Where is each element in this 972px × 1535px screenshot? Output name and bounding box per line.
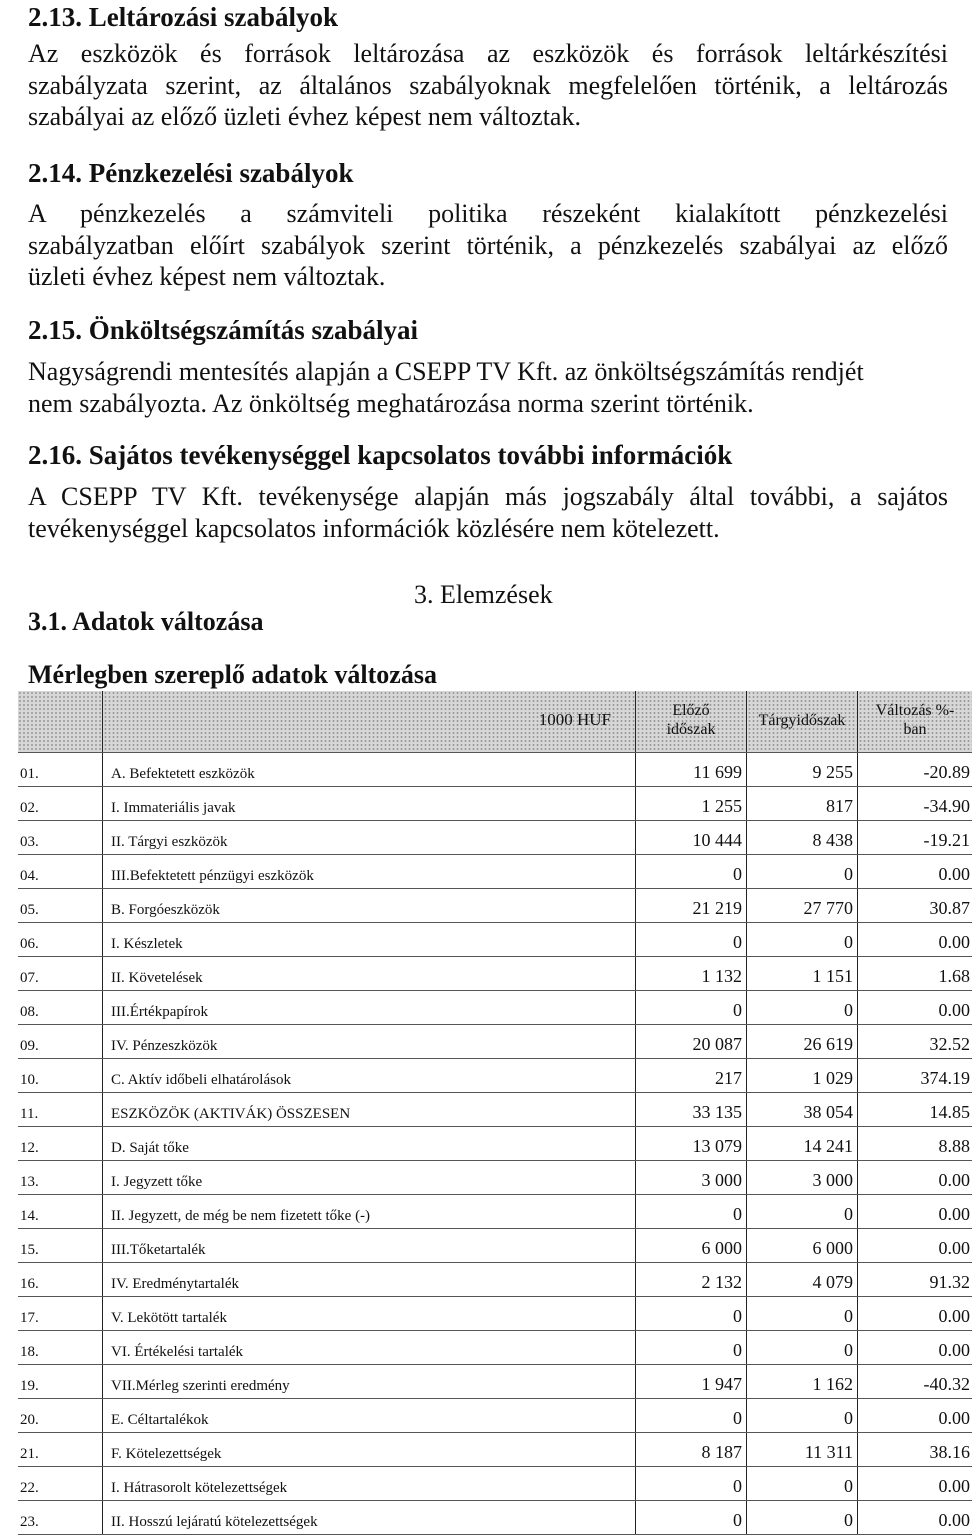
previous-period-value: 21 219 [636, 889, 747, 923]
current-period-value: 14 241 [747, 1127, 858, 1161]
row-label: II. Jegyzett, de még be nem fizetett tőke (-) [103, 1195, 636, 1229]
row-label: III.Tőketartalék [103, 1229, 636, 1263]
current-period-value: 9 255 [747, 753, 858, 787]
row-number: 15. [18, 1229, 103, 1263]
header-unit: 1000 HUF [103, 691, 636, 753]
row-label: ESZKÖZÖK (AKTIVÁK) ÖSSZESEN [103, 1093, 636, 1127]
row-label: VII.Mérleg szerinti eredmény [103, 1365, 636, 1399]
header-previous-period [636, 691, 747, 753]
row-number: 18. [18, 1331, 103, 1365]
header-line: időszak [636, 720, 746, 739]
table-row [18, 1263, 972, 1297]
change-percent-value: 0.00 [858, 1467, 972, 1501]
change-percent-value: 0.00 [858, 1161, 972, 1195]
previous-period-value: 0 [636, 1297, 747, 1331]
current-period-value: 8 438 [747, 821, 858, 855]
previous-period-value: 33 135 [636, 1093, 747, 1127]
header-line: Változás %- [858, 701, 972, 720]
current-period-value: 27 770 [747, 889, 858, 923]
change-percent-value: 14.85 [858, 1093, 972, 1127]
row-label: C. Aktív időbeli elhatárolások [103, 1059, 636, 1093]
row-label: B. Forgóeszközök [103, 889, 636, 923]
section-2-14-text [28, 198, 948, 293]
row-label: IV. Eredménytartalék [103, 1263, 636, 1297]
current-period-value: 0 [747, 1399, 858, 1433]
previous-period-value: 6 000 [636, 1229, 747, 1263]
paragraph-line: szabályzata szerint, az általános szabályoknak megfelelően történik, a leltározás [28, 70, 948, 102]
row-number: 03. [18, 821, 103, 855]
row-label: VI. Értékelési tartalék [103, 1331, 636, 1365]
previous-period-value: 1 132 [636, 957, 747, 991]
previous-period-value: 0 [636, 1331, 747, 1365]
table-row [18, 1433, 972, 1467]
section-2-15-title: 2.15. Önköltségszámítás szabályai [28, 315, 418, 345]
current-period-value: 0 [747, 923, 858, 957]
change-percent-value: 30.87 [858, 889, 972, 923]
previous-period-value: 1 255 [636, 787, 747, 821]
row-number: 08. [18, 991, 103, 1025]
row-number: 20. [18, 1399, 103, 1433]
previous-period-value: 8 187 [636, 1433, 747, 1467]
table-row [18, 1025, 972, 1059]
current-period-value: 0 [747, 1467, 858, 1501]
table-row [18, 1229, 972, 1263]
paragraph-line: üzleti évhez képest nem változtak. [28, 261, 948, 293]
paragraph-line: nem szabályozta. Az önköltség meghatározása norma szerint történik. [28, 388, 948, 420]
table-row [18, 1365, 972, 1399]
section-2-16-text [28, 481, 948, 544]
previous-period-value: 3 000 [636, 1161, 747, 1195]
current-period-value: 1 162 [747, 1365, 858, 1399]
previous-period-value: 20 087 [636, 1025, 747, 1059]
table-row [18, 1501, 972, 1535]
row-number: 22. [18, 1467, 103, 1501]
row-label: III.Értékpapírok [103, 991, 636, 1025]
row-label: III.Befektetett pénzügyi eszközök [103, 855, 636, 889]
change-percent-value: 0.00 [858, 1399, 972, 1433]
table-row [18, 923, 972, 957]
change-percent-value: 0.00 [858, 1297, 972, 1331]
row-number: 16. [18, 1263, 103, 1297]
row-label: F. Kötelezettségek [103, 1433, 636, 1467]
row-number: 23. [18, 1501, 103, 1535]
current-period-value: 38 054 [747, 1093, 858, 1127]
row-label: I. Hátrasorolt kötelezettségek [103, 1467, 636, 1501]
change-percent-value: 8.88 [858, 1127, 972, 1161]
table-row [18, 787, 972, 821]
row-number: 06. [18, 923, 103, 957]
change-percent-value: 0.00 [858, 855, 972, 889]
current-period-value: 1 029 [747, 1059, 858, 1093]
paragraph-line: szabályai az előző üzleti évhez képest nem változtak. [28, 101, 948, 133]
row-label: I. Immateriális javak [103, 787, 636, 821]
previous-period-value: 0 [636, 1501, 747, 1535]
paragraph-line: A CSEPP TV Kft. tevékenysége alapján más jogszabály által további, a sajátos [28, 481, 948, 513]
table-row [18, 1059, 972, 1093]
previous-period-value: 0 [636, 1467, 747, 1501]
row-number: 21. [18, 1433, 103, 1467]
change-percent-value: -40.32 [858, 1365, 972, 1399]
row-label: D. Saját tőke [103, 1127, 636, 1161]
previous-period-value: 11 699 [636, 753, 747, 787]
row-label: IV. Pénzeszközök [103, 1025, 636, 1059]
paragraph-line: Nagyságrendi mentesítés alapján a CSEPP TV Kft. az önköltségszámítás rendjét [28, 356, 948, 388]
table-row [18, 1093, 972, 1127]
current-period-value: 0 [747, 855, 858, 889]
table-row [18, 1331, 972, 1365]
change-percent-value: 374.19 [858, 1059, 972, 1093]
row-number: 13. [18, 1161, 103, 1195]
section-2-13-title: 2.13. Leltározási szabályok [28, 2, 338, 32]
row-number: 07. [18, 957, 103, 991]
change-percent-value: 38.16 [858, 1433, 972, 1467]
section-2-16-title: 2.16. Sajátos tevékenységgel kapcsolatos további információk [28, 440, 732, 470]
previous-period-value: 1 947 [636, 1365, 747, 1399]
current-period-value: 0 [747, 1195, 858, 1229]
previous-period-value: 0 [636, 855, 747, 889]
row-number: 01. [18, 753, 103, 787]
change-percent-value: 0.00 [858, 991, 972, 1025]
current-period-value: 3 000 [747, 1161, 858, 1195]
row-number: 04. [18, 855, 103, 889]
current-period-value: 4 079 [747, 1263, 858, 1297]
row-label: II. Követelések [103, 957, 636, 991]
change-percent-value: -34.90 [858, 787, 972, 821]
previous-period-value: 0 [636, 923, 747, 957]
previous-period-value: 13 079 [636, 1127, 747, 1161]
change-percent-value: 91.32 [858, 1263, 972, 1297]
table-header-row [18, 691, 972, 753]
previous-period-value: 10 444 [636, 821, 747, 855]
table-row [18, 1399, 972, 1433]
row-label: II. Tárgyi eszközök [103, 821, 636, 855]
row-number: 05. [18, 889, 103, 923]
row-number: 10. [18, 1059, 103, 1093]
table-row [18, 821, 972, 855]
previous-period-value: 0 [636, 1195, 747, 1229]
paragraph-line: A pénzkezelés a számviteli politika részeként kialakított pénzkezelési [28, 198, 948, 230]
row-label: I. Jegyzett tőke [103, 1161, 636, 1195]
change-percent-value: 0.00 [858, 923, 972, 957]
row-label: I. Készletek [103, 923, 636, 957]
paragraph-line: tevékenységgel kapcsolatos információk közlésére nem kötelezett. [28, 513, 948, 545]
current-period-value: 0 [747, 1501, 858, 1535]
table-row [18, 1195, 972, 1229]
current-period-value: 817 [747, 787, 858, 821]
row-label: II. Hosszú lejáratú kötelezettségek [103, 1501, 636, 1535]
current-period-value: 0 [747, 1297, 858, 1331]
current-period-value: 26 619 [747, 1025, 858, 1059]
row-number: 19. [18, 1365, 103, 1399]
change-percent-value: -20.89 [858, 753, 972, 787]
table-row [18, 753, 972, 787]
table-row [18, 889, 972, 923]
previous-period-value: 0 [636, 991, 747, 1025]
row-number: 12. [18, 1127, 103, 1161]
paragraph-line: szabályzatban előírt szabályok szerint történik, a pénzkezelés szabályai az előző [28, 230, 948, 262]
change-percent-value: 0.00 [858, 1195, 972, 1229]
row-label: E. Céltartalékok [103, 1399, 636, 1433]
previous-period-value: 2 132 [636, 1263, 747, 1297]
change-percent-value: 1.68 [858, 957, 972, 991]
previous-period-value: 0 [636, 1399, 747, 1433]
current-period-value: 0 [747, 991, 858, 1025]
header-change-percent [858, 691, 972, 753]
row-number: 14. [18, 1195, 103, 1229]
change-percent-value: 0.00 [858, 1501, 972, 1535]
header-blank-cell [18, 691, 103, 753]
header-line: Előző [636, 701, 746, 720]
header-current-period: Tárgyidőszak [747, 691, 858, 753]
section-3-title: 3. Elemzések [414, 580, 553, 610]
table-row [18, 991, 972, 1025]
table-row [18, 855, 972, 889]
section-2-15-text [28, 356, 948, 419]
table-row [18, 1127, 972, 1161]
row-number: 02. [18, 787, 103, 821]
row-number: 11. [18, 1093, 103, 1127]
previous-period-value: 217 [636, 1059, 747, 1093]
change-percent-value: 32.52 [858, 1025, 972, 1059]
row-label: V. Lekötött tartalék [103, 1297, 636, 1331]
table-row [18, 1161, 972, 1195]
change-percent-value: 0.00 [858, 1229, 972, 1263]
table-row [18, 957, 972, 991]
section-3-1-title: 3.1. Adatok változása [28, 607, 263, 637]
table-row [18, 1467, 972, 1501]
current-period-value: 6 000 [747, 1229, 858, 1263]
current-period-value: 1 151 [747, 957, 858, 991]
section-2-14-title: 2.14. Pénzkezelési szabályok [28, 158, 353, 188]
header-line: ban [858, 720, 972, 739]
row-number: 17. [18, 1297, 103, 1331]
table-title: Mérlegben szereplő adatok változása [28, 660, 437, 690]
row-number: 09. [18, 1025, 103, 1059]
change-percent-value: 0.00 [858, 1331, 972, 1365]
current-period-value: 11 311 [747, 1433, 858, 1467]
current-period-value: 0 [747, 1331, 858, 1365]
change-percent-value: -19.21 [858, 821, 972, 855]
table-row [18, 1297, 972, 1331]
paragraph-line: Az eszközök és források leltározása az eszközök és források leltárkészítési [28, 38, 948, 70]
row-label: A. Befektetett eszközök [103, 753, 636, 787]
balance-sheet-table [18, 691, 972, 1535]
section-2-13-text [28, 38, 948, 133]
